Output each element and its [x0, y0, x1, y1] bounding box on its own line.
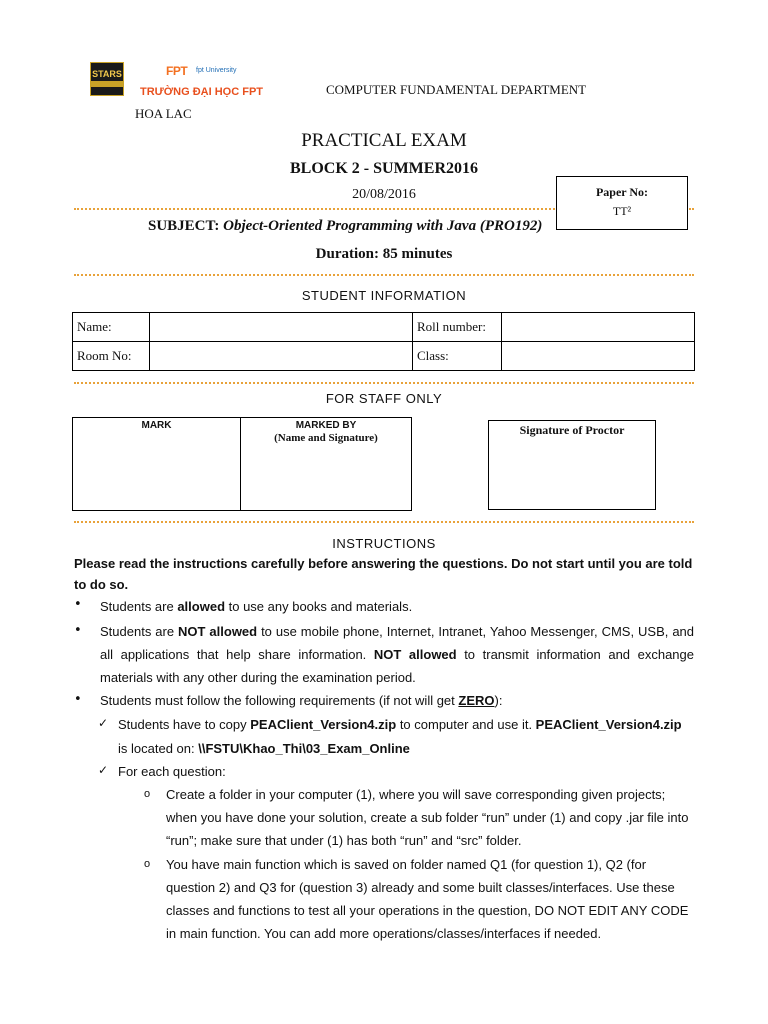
- staff-mark-box: [72, 417, 412, 511]
- student-info-table: [72, 312, 695, 371]
- instruction-emphasis: NOT allowed: [178, 624, 258, 639]
- instruction-path: \\FSTU\Khao_Thi\03_Exam_Online: [198, 741, 410, 756]
- name-signature-label: (Name and Signature): [274, 432, 378, 444]
- fpt-logo-mark: [166, 64, 187, 78]
- fpt-logo-university: fpt University: [196, 67, 237, 74]
- instruction-item: [100, 595, 694, 618]
- fpt-school-name: TRƯỜNG ĐẠI HỌC FPT: [140, 86, 264, 98]
- student-info-heading: STUDENT INFORMATION: [301, 288, 467, 303]
- instruction-item: [100, 620, 694, 689]
- instruction-subitem: For each question:: [118, 764, 226, 779]
- checkmark-icon: ✓: [98, 716, 109, 730]
- instruction-emphasis: ZERO: [458, 693, 495, 708]
- paper-number-box: [556, 176, 688, 230]
- staff-heading: FOR STAFF ONLY: [325, 391, 443, 406]
- stars-logo-text: STARS: [92, 69, 122, 79]
- subject-value: Object-Oriented Programming with Java (PRO192): [223, 218, 543, 234]
- instruction-subitem: [118, 713, 694, 736]
- dotted-divider: [74, 382, 694, 384]
- bullet-icon: •: [74, 597, 82, 612]
- proctor-signature-label: Signature of Proctor: [519, 423, 625, 437]
- instruction-emphasis: NOT allowed: [373, 647, 457, 662]
- bullet-icon: •: [74, 623, 82, 638]
- table-row: [73, 342, 695, 371]
- bullet-icon: •: [74, 692, 82, 707]
- instruction-text: to use any books and materials.: [225, 599, 413, 614]
- instructions-heading: INSTRUCTIONS: [332, 536, 436, 551]
- instruction-item: [100, 689, 694, 712]
- paper-number-value: TT²: [612, 204, 632, 218]
- instruction-detail: You have main function which is saved on folder named Q1 (for question 1), Q2 (for question 2) and Q3 for (question 3) already and some built classes/interfaces. Use these classes and functions to test all your operations in the question, DO NOT EDIT ANY CODE in main function. You can add more operations/classes/interfaces if needed.: [166, 857, 689, 941]
- table-row: [73, 313, 695, 342]
- exam-date: 20/08/2016: [352, 187, 416, 202]
- campus-name: HOA LAC: [135, 106, 192, 121]
- name-field[interactable]: [150, 313, 413, 342]
- circle-bullet-icon: o: [144, 858, 151, 870]
- instruction-text: to computer and use it.: [396, 717, 536, 732]
- instruction-emphasis: PEAClient_Version4.zip: [535, 717, 682, 732]
- instruction-text: Students are: [100, 624, 179, 639]
- stars-logo-stripe: [91, 81, 123, 87]
- proctor-signature-box: [488, 420, 656, 510]
- circle-bullet-icon: o: [144, 788, 151, 800]
- instruction-emphasis: allowed: [177, 599, 226, 614]
- department-name: COMPUTER FUNDAMENTAL DEPARTMENT: [326, 82, 587, 97]
- instruction-text: Students must follow the following requirements (if not will get: [100, 693, 459, 708]
- room-field[interactable]: [150, 342, 413, 371]
- roll-number-field[interactable]: [502, 313, 695, 342]
- dotted-divider: [74, 274, 694, 276]
- instruction-detail: Create a folder in your computer (1), where you will save corresponding given projects; when you have done your solution, create a sub folder “run” under (1) and copy .jar file into “run”; make sure that under (1) has both “run” and “src” folder.: [166, 787, 689, 848]
- exam-title: PRACTICAL EXAM: [301, 130, 467, 151]
- stars-logo: [90, 62, 124, 96]
- marked-by-label: MARKED BY: [295, 420, 357, 431]
- instruction-text: ):: [494, 693, 503, 708]
- dotted-divider: [74, 521, 694, 523]
- room-label: Room No:: [73, 342, 150, 371]
- mark-label: MARK: [141, 420, 172, 431]
- paper-number-label: Paper No:: [595, 185, 649, 199]
- checkmark-icon: ✓: [98, 763, 109, 777]
- exam-duration: Duration: 85 minutes: [315, 246, 453, 262]
- instruction-text: Students have to copy: [118, 717, 251, 732]
- instruction-text: to use mobile phone, Internet, Intranet, Yahoo Messenger, CMS, USB, and all applications that help share information.: [100, 624, 695, 662]
- name-label: Name:: [73, 313, 150, 342]
- roll-number-label: Roll number:: [413, 313, 502, 342]
- subject-label: SUBJECT:: [148, 218, 220, 234]
- fpt-logo-letters: FPT: [166, 64, 188, 78]
- instructions-intro: Please read the instructions carefully before answering the questions. Do not start until you are told to do so.: [74, 556, 693, 592]
- instruction-subitem-line: [118, 737, 694, 760]
- instruction-text: to transmit information and exchange materials with any other during the examination period.: [100, 647, 694, 685]
- exam-subject: [148, 218, 542, 235]
- exam-block: BLOCK 2 - SUMMER2016: [290, 160, 478, 177]
- instruction-emphasis: PEAClient_Version4.zip: [250, 717, 397, 732]
- instruction-text: is located on:: [118, 741, 199, 756]
- class-field[interactable]: [502, 342, 695, 371]
- instruction-text: Students are: [100, 599, 178, 614]
- class-label: Class:: [413, 342, 502, 371]
- fpt-logo: [140, 64, 264, 104]
